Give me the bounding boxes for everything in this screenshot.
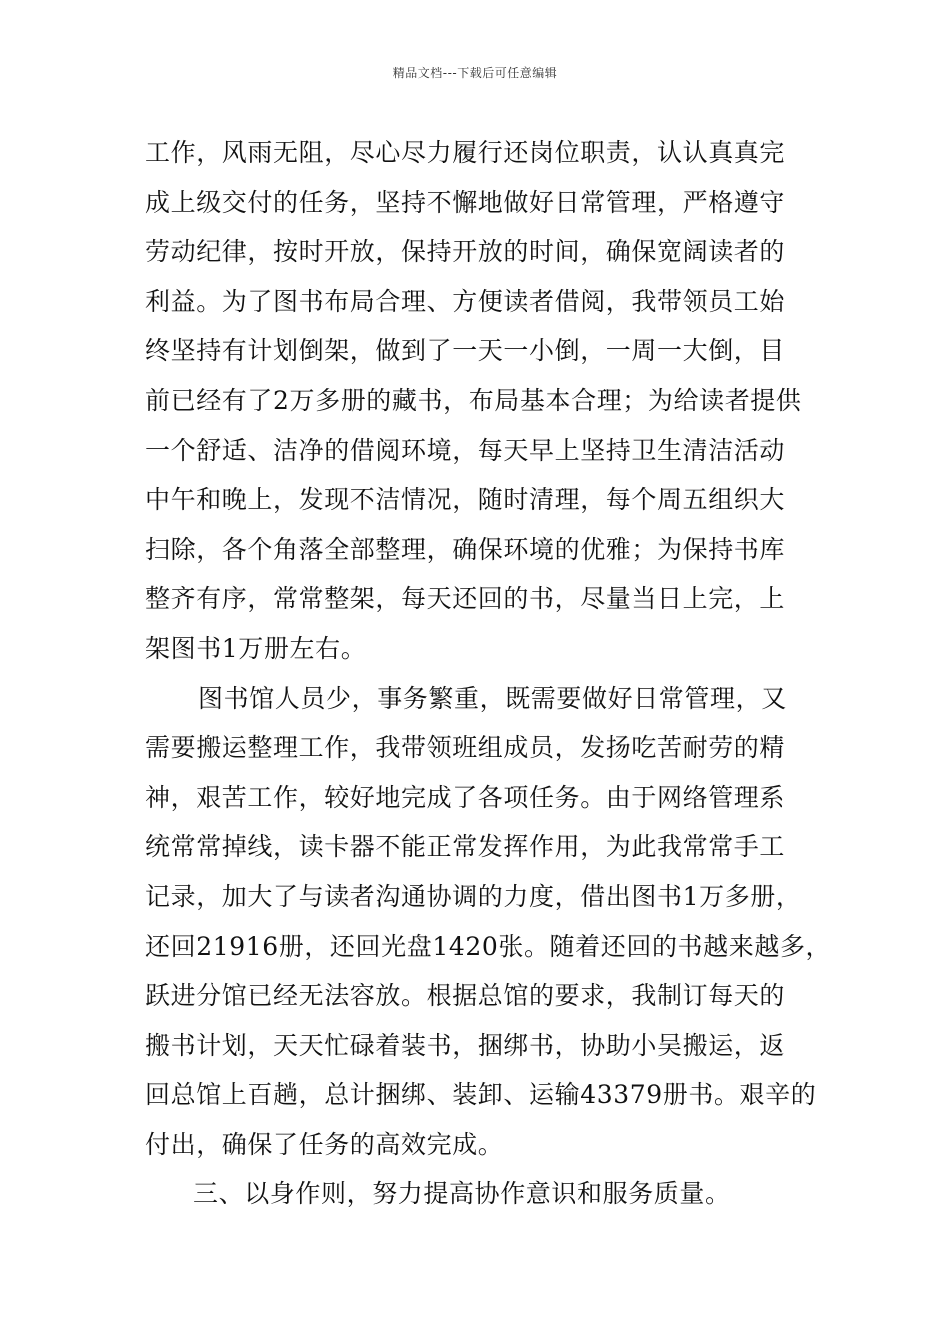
paragraph-start-line: 图书馆人员少，事务繁重，既需要做好日常管理，又 bbox=[198, 683, 787, 713]
text-line: 统常常掉线，读卡器不能正常发挥作用，为此我常常手工 bbox=[145, 832, 786, 862]
text-line: 回总馆上百趟，总计捆绑、装卸、运输43379册书。艰辛的 bbox=[145, 1080, 817, 1110]
document-body bbox=[145, 128, 832, 1219]
text-line: 劳动纪律，按时开放，保持开放的时间，确保宽阔读者的 bbox=[145, 237, 786, 267]
text-line: 一个舒适、洁净的借阅环境，每天早上坚持卫生清洁活动 bbox=[145, 435, 786, 465]
text-line: 付出，确保了任务的高效完成。 bbox=[145, 1129, 504, 1159]
text-line: 中午和晚上，发现不洁情况，随时清理，每个周五组织大 bbox=[145, 485, 786, 515]
text-line: 架图书1万册左右。 bbox=[145, 633, 367, 663]
page-header: 精品文档---下载后可任意编辑 bbox=[392, 66, 558, 80]
text-line: 整齐有序，常常整架，每天还回的书，尽量当日上完，上 bbox=[145, 584, 786, 614]
text-line: 成上级交付的任务，坚持不懈地做好日常管理，严格遵守 bbox=[145, 187, 786, 217]
text-line: 前已经有了2万多册的藏书，布局基本合理；为给读者提供 bbox=[145, 385, 802, 415]
section-heading: 三、以身作则，努力提高协作意识和服务质量。 bbox=[193, 1179, 731, 1209]
text-line: 需要搬运整理工作，我带领班组成员，发扬吃苦耐劳的精 bbox=[145, 733, 786, 763]
text-line: 扫除，各个角落全部整理，确保环境的优雅；为保持书库 bbox=[145, 534, 786, 564]
text-line: 搬书计划，天天忙碌着装书，捆绑书，协助小吴搬运，返 bbox=[145, 1030, 786, 1060]
text-line: 利益。为了图书布局合理、方便读者借阅，我带领员工始 bbox=[145, 286, 786, 316]
text-line: 终坚持有计划倒架，做到了一天一小倒，一周一大倒，目 bbox=[145, 336, 786, 366]
text-line: 工作，风雨无阻，尽心尽力履行还岗位职责，认认真真完 bbox=[145, 138, 786, 167]
text-line: 神，艰苦工作，较好地完成了各项任务。由于网络管理系 bbox=[145, 782, 786, 812]
text-line: 跃进分馆已经无法容放。根据总馆的要求，我制订每天的 bbox=[145, 981, 786, 1011]
text-line: 记录，加大了与读者沟通协调的力度，借出图书1万多册， bbox=[145, 881, 802, 911]
text-line: 还回21916册，还回光盘1420张。随着还回的书越来越多， bbox=[145, 931, 832, 961]
